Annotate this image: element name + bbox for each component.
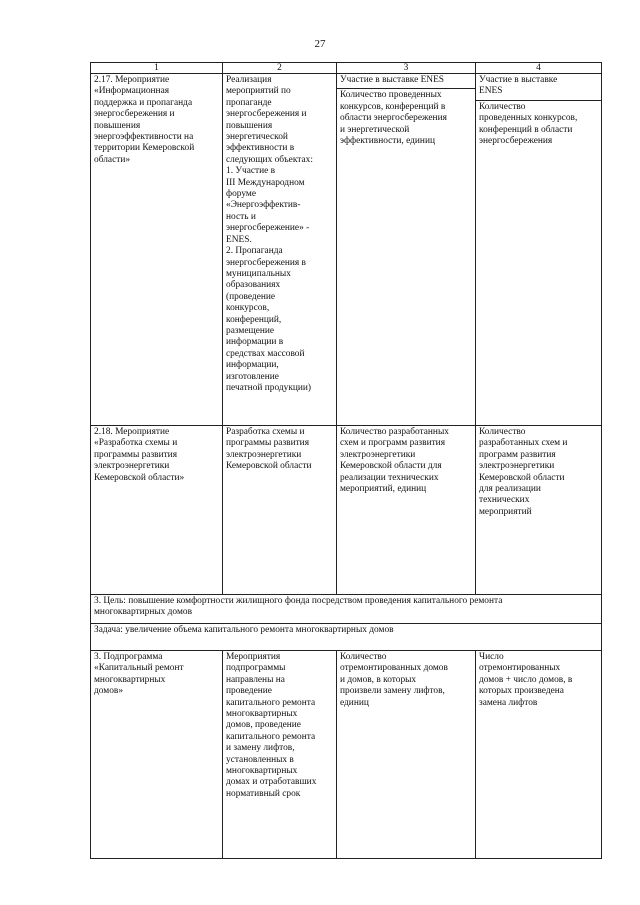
cell-text-line: проведение <box>226 686 272 697</box>
task-row <box>91 624 602 651</box>
cell-text-line: электроэнергетики <box>94 461 170 472</box>
cell-text-line: (проведение <box>226 291 276 302</box>
cell-text-line: 1. Участие в <box>226 166 276 177</box>
cell-text-line: энергосбережения <box>479 136 553 147</box>
cell-text-line: капитального ремонта <box>226 731 316 742</box>
cell-text-line: многоквартирных <box>226 709 298 720</box>
indicator-name-cell <box>337 426 476 595</box>
cell-text-line: Кемеровской области» <box>94 472 185 483</box>
table-row <box>91 74 602 426</box>
indicator-method-cell <box>476 651 602 859</box>
cell-text-line: Количество проведенных <box>340 90 442 101</box>
cell-text-line: домов, проведение <box>226 720 301 731</box>
cell-text-line: отремонтированных домов <box>340 663 448 674</box>
cell-text-line: 2.18. Мероприятие <box>94 427 170 437</box>
cell-text-line: образованиях <box>226 280 281 291</box>
cell-text-line: и домов, в которых <box>340 674 417 685</box>
cell-text-line: III Международном <box>226 177 305 188</box>
cell-text-line: печатной продукции) <box>226 382 312 393</box>
cell-text-line: эффективности, единиц <box>340 136 435 147</box>
goal-text <box>91 595 602 624</box>
cell-text-line: эффективности в <box>226 143 295 154</box>
cell-text-line: программ развития <box>479 449 556 460</box>
cell-text-line: домов + число домов, в <box>479 674 573 685</box>
indicators-table <box>90 62 602 859</box>
cell-text-line: Количество <box>479 101 526 112</box>
page-number: 27 <box>314 38 326 50</box>
measure-description-cell <box>223 426 337 595</box>
cell-text-line: следующих объектах: <box>226 154 313 165</box>
cell-text-line: Мероприятия <box>226 652 281 662</box>
column-header-1: 1 <box>91 63 223 74</box>
cell-text-line: электроэнергетики <box>479 461 555 472</box>
cell-text-line: пропаганде <box>226 97 272 108</box>
cell-text-line: электроэнергетики <box>340 449 416 460</box>
cell-text-line: домов» <box>94 686 124 697</box>
cell-text-line: многоквартирных <box>94 674 166 685</box>
cell-text-line: Разработка схемы и <box>226 427 305 437</box>
cell-text-line: конкурсов, <box>226 303 270 314</box>
cell-text-line: Число <box>479 652 504 662</box>
goal-row <box>91 595 602 624</box>
cell-divider <box>476 100 601 101</box>
cell-text-line: энергоэффективности на <box>94 132 194 143</box>
cell-text-line: нормативный срок <box>226 788 301 799</box>
cell-text-line: энергосбережения в <box>226 257 306 268</box>
cell-text-line: которых произведена <box>479 686 564 697</box>
cell-text-line: электроэнергетики <box>226 449 302 460</box>
cell-text-line: проведенных конкурсов, <box>479 113 578 124</box>
cell-text-line: информации, <box>226 360 279 371</box>
cell-text-line: и замену лифтов, <box>226 743 295 754</box>
cell-divider <box>337 88 475 89</box>
cell-text-line: области» <box>94 154 131 165</box>
cell-text-line: 3. Цель: повышение комфортности жилищного фонда посредством проведения капитального ремонта <box>94 596 503 606</box>
indicator-method-cell <box>476 74 602 426</box>
cell-text-line: 2.17. Мероприятие <box>94 75 170 85</box>
cell-text-line: для реализации <box>479 484 541 495</box>
cell-text-line: ность и <box>226 211 256 222</box>
cell-text-line: мероприятий по <box>226 86 291 97</box>
cell-text-line: конференций в области <box>479 124 573 135</box>
cell-text-line: «Капитальный ремонт <box>94 663 184 674</box>
table-row <box>91 426 602 595</box>
cell-text-line: программы развития <box>226 438 310 449</box>
indicator-top-text <box>340 75 472 86</box>
cell-text-line: Реализация <box>226 75 272 85</box>
cell-text-line: программы развития <box>94 449 178 460</box>
cell-text-line: размещение <box>226 325 275 336</box>
cell-text-line: муниципальных <box>226 268 291 279</box>
cell-text-line: мероприятий, единиц <box>340 484 427 495</box>
cell-text-line: изготовление <box>226 371 279 382</box>
cell-text-line: энергосбережения и <box>226 109 307 120</box>
table-header-row <box>91 63 602 74</box>
cell-text-line: энергосбережения и <box>94 109 175 120</box>
cell-text-line: конференций, <box>226 314 282 325</box>
cell-text-line: энергосбережение» - <box>226 223 310 234</box>
measure-name-cell <box>91 426 223 595</box>
measure-name-cell <box>91 651 223 859</box>
measure-description-cell <box>223 651 337 859</box>
cell-text-line: Участие в выставке ENES <box>340 75 445 85</box>
cell-text-line: «Информационная <box>94 86 170 97</box>
cell-text-line: Количество <box>340 652 387 662</box>
cell-text-line: реализации технических <box>340 472 439 483</box>
indicator-method-cell <box>476 426 602 595</box>
cell-text-line: поддержка и пропаганда <box>94 97 193 108</box>
column-header-4: 4 <box>476 63 602 74</box>
cell-text-line: конкурсов, конференций в <box>340 101 446 112</box>
cell-text-line: средствах массовой <box>226 348 305 359</box>
cell-text-line: отремонтированных <box>479 663 561 674</box>
column-header-3: 3 <box>337 63 476 74</box>
cell-text-line: энергетической <box>226 132 288 143</box>
cell-text-line: ENES. <box>226 234 252 245</box>
cell-text-line: Участие в выставке <box>479 75 558 85</box>
cell-text-line: и энергетической <box>340 124 410 135</box>
cell-text-line: Кемеровской области для <box>340 461 442 472</box>
cell-text-line: Кемеровской области <box>479 472 565 483</box>
cell-text-line: 2. Пропаганда <box>226 246 283 257</box>
cell-text-line: 3. Подпрограмма <box>94 652 163 662</box>
cell-text-line: разработанных схем и <box>479 438 568 449</box>
cell-text-line: технических <box>479 495 530 506</box>
cell-text-line: повышения <box>226 120 273 131</box>
cell-text-line: информации в <box>226 337 284 348</box>
task-text: Задача: увеличение объема капитального ремонта многоквартирных домов <box>91 624 602 651</box>
cell-text-line: капитального ремонта <box>226 697 316 708</box>
method-top-text <box>479 75 598 98</box>
cell-text-line: установленных в <box>226 754 294 765</box>
method-bottom-text <box>479 102 598 148</box>
cell-text-line: замена лифтов <box>479 697 538 708</box>
cell-text-line: Количество разработанных <box>340 427 449 437</box>
measure-description-cell <box>223 74 337 426</box>
cell-text-line: Количество <box>479 427 526 437</box>
cell-text-line: повышения <box>94 120 141 131</box>
cell-text-line: единиц <box>340 697 369 708</box>
cell-text-line: подпрограммы <box>226 663 286 674</box>
cell-text-line: форуме <box>226 189 256 200</box>
cell-text-line: произвели замену лифтов, <box>340 686 445 697</box>
cell-text-line: мероприятий <box>479 506 532 517</box>
indicator-name-cell <box>337 74 476 426</box>
cell-text-line: схем и программ развития <box>340 438 446 449</box>
cell-text-line: направлены на <box>226 674 285 685</box>
indicator-name-cell <box>337 651 476 859</box>
cell-text-line: Кемеровской области <box>226 461 312 472</box>
cell-text-line: многоквартирных домов <box>94 607 192 618</box>
measure-name-cell <box>91 74 223 426</box>
column-header-2: 2 <box>223 63 337 74</box>
indicator-bottom-text <box>340 90 472 147</box>
cell-text-line: «Разработка схемы и <box>94 438 178 449</box>
cell-text-line: домах и отработавших <box>226 777 317 788</box>
table-row <box>91 651 602 859</box>
cell-text-line: «Энергоэффектив- <box>226 200 301 211</box>
cell-text-line: многоквартирных <box>226 766 298 777</box>
cell-text-line: территории Кемеровской <box>94 143 195 154</box>
cell-text-line: области энергосбережения <box>340 113 447 124</box>
cell-text-line: ENES <box>479 86 503 97</box>
